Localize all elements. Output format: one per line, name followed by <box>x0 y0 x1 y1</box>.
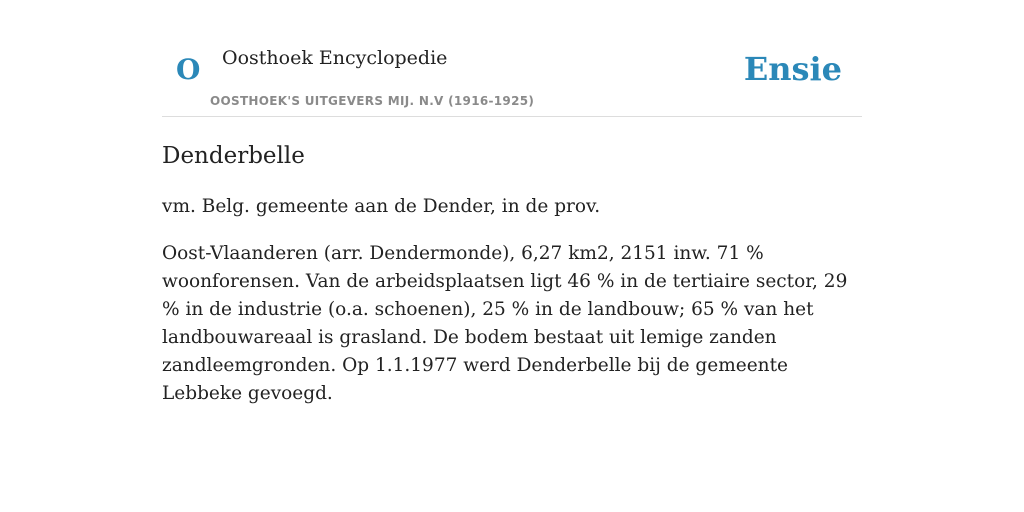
site-header <box>162 0 862 117</box>
ensie-logo-link[interactable]: Ensie <box>743 50 842 88</box>
entry-title: Denderbelle <box>162 143 305 169</box>
entry-paragraph: Oost-Vlaanderen (arr. Dendermonde), 6,27 km2, 2151 inw. 71 % woonforensen. Van de arbeidsplaatsen ligt 46 % in de tertiaire sector, 29 % in de industrie (o.a. schoenen), 25 % in de landbouw; 65 % van het landbouwareaal is grasland. De bodem bestaat uit lemige zanden zandleemgronden. Op 1.1.1977 werd Denderbelle bij de gemeente Lebbeke gevoegd. <box>162 243 848 404</box>
entry-paragraph: vm. Belg. gemeente aan de Dender, in de prov. <box>162 196 601 217</box>
publisher-subtitle: OOSTHOEK'S UITGEVERS MIJ. N.V (1916-1925) <box>210 94 535 108</box>
oosthoek-logo[interactable]: O <box>176 53 201 86</box>
site-title-link[interactable]: Oosthoek Encyclopedie <box>222 47 448 69</box>
page <box>162 0 862 408</box>
